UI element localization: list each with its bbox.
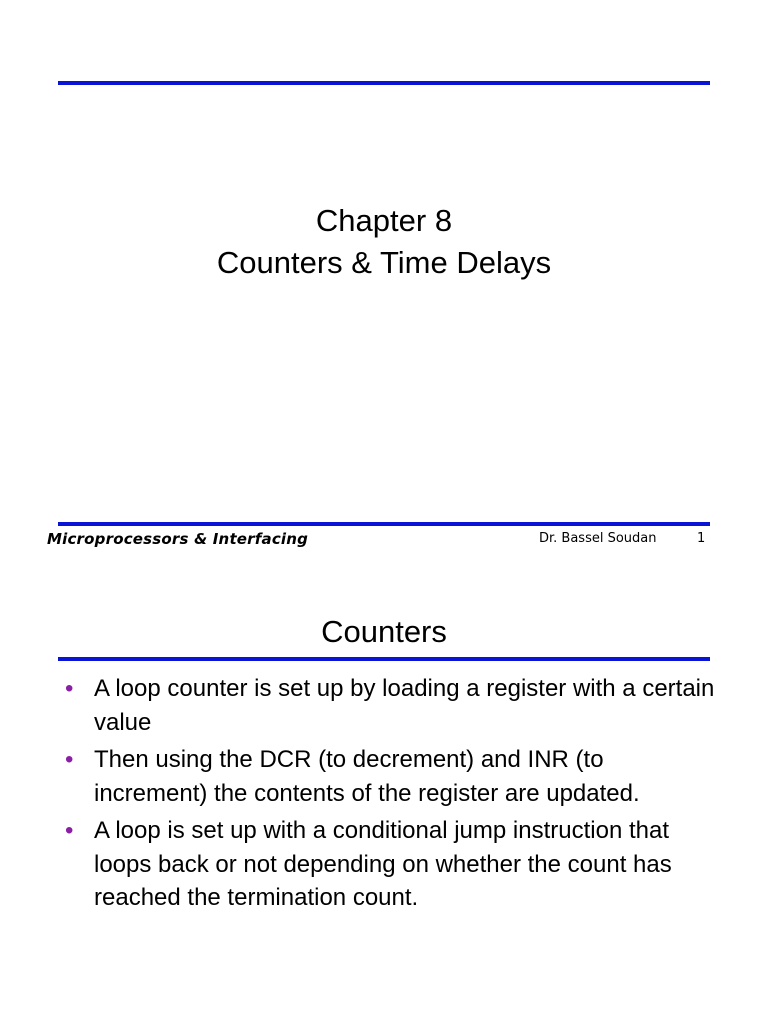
slide1-footer-rule [58,522,710,526]
bullet-text: Then using the DCR (to decrement) and INR (to increment) the contents of the register are updated. [94,746,640,807]
bullet-item [58,814,718,915]
bullet-text: A loop counter is set up by loading a register with a certain value [94,675,715,736]
bullet-item [58,743,718,810]
bullet-list [58,672,718,919]
footer-page-number: 1 [697,531,706,546]
footer-course-name: Microprocessors & Interfacing [47,530,309,548]
bullet-item [58,672,718,739]
bullet-dot-icon: • [65,746,74,773]
slide2-title: Counters [321,614,447,649]
chapter-heading: Chapter 8 [315,203,453,238]
bullet-dot-icon: • [65,675,74,702]
bullet-text: A loop is set up with a conditional jump instruction that loops back or not depending on whether the count has reached the termination count. [94,817,672,911]
bullet-dot-icon: • [65,817,74,844]
slide1-top-rule [58,81,710,85]
slide2-title-rule [58,657,710,661]
footer-author: Dr. Bassel Soudan [539,531,657,546]
chapter-title: Counters & Time Delays [216,245,552,280]
